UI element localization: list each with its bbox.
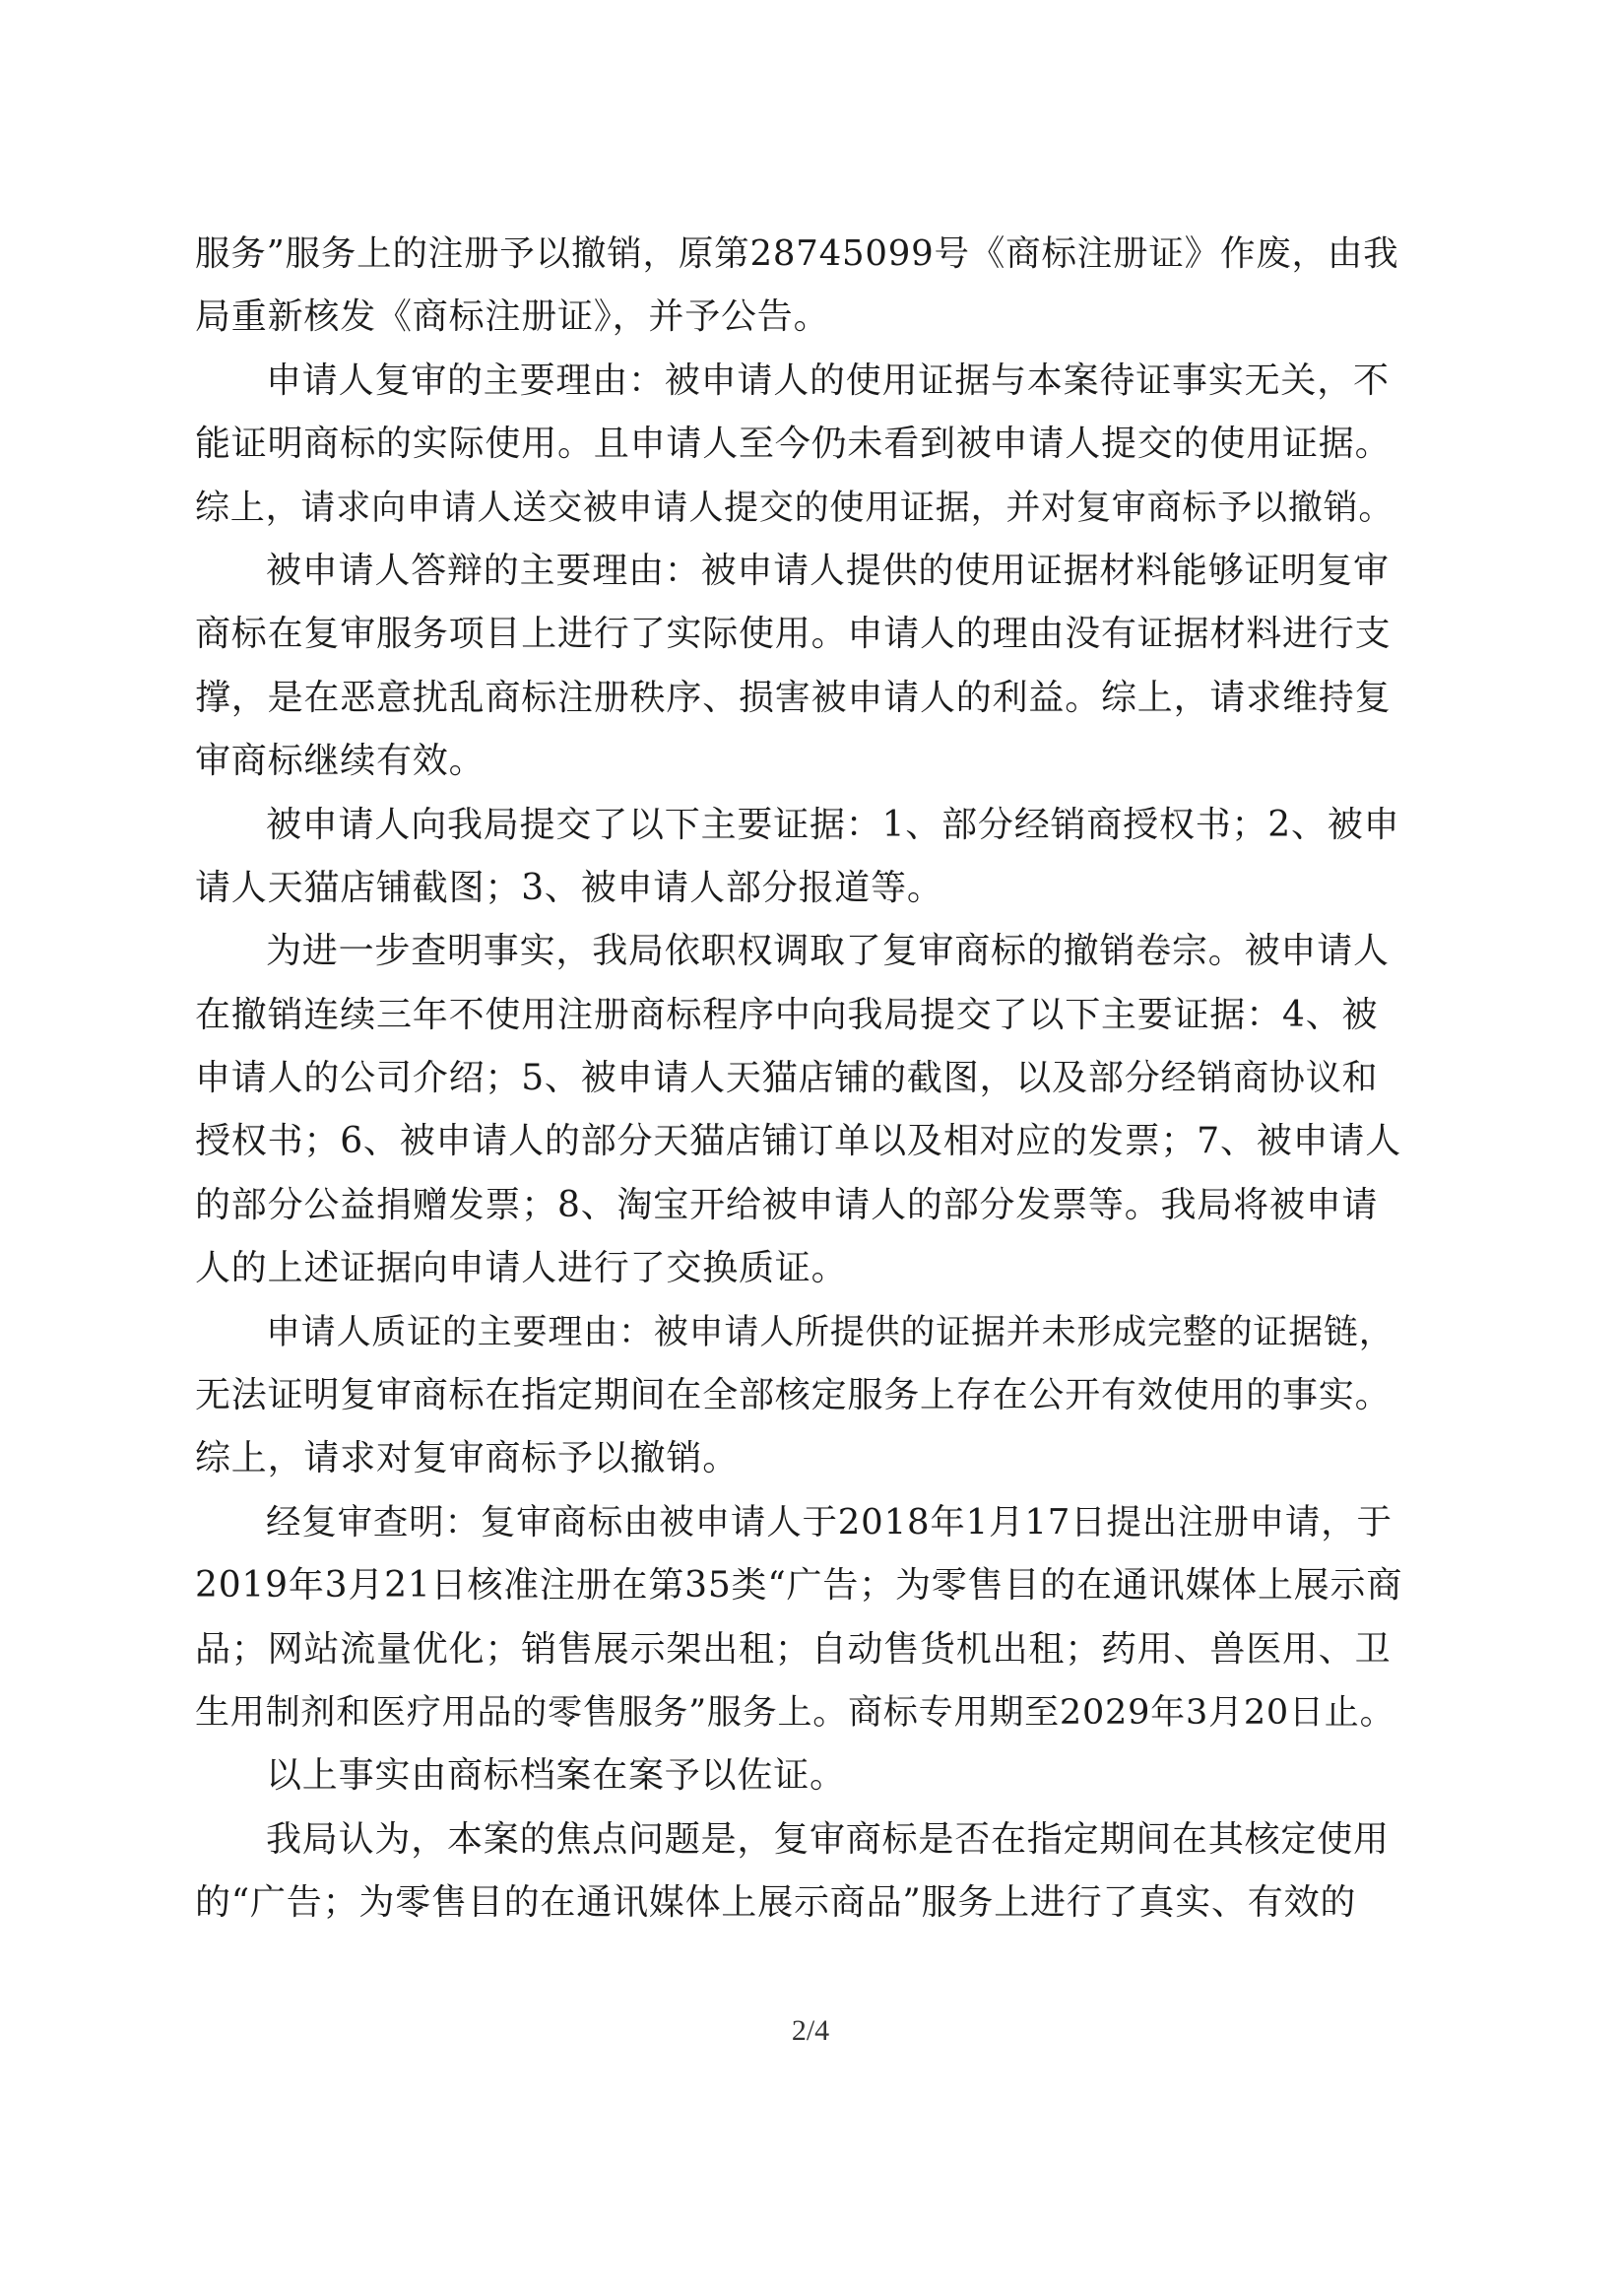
paragraph-start-line: 为进一步查明事实，我局依职权调取了复审商标的撤销卷宗。被申请人 bbox=[266, 931, 1390, 972]
text-line: 能证明商标的实际使用。且申请人至今仍未看到被申请人提交的使用证据。 bbox=[195, 424, 1392, 465]
text-line: 的部分公益捐赠发票；8、淘宝开给被申请人的部分发票等。我局将被申请 bbox=[195, 1184, 1379, 1225]
text-line: 的“广告；为零售目的在通讯媒体上展示商品”服务上进行了真实、有效的 bbox=[195, 1882, 1357, 1924]
text-line: 撑，是在恶意扰乱商标注册秩序、损害被申请人的利益。综上，请求维持复 bbox=[195, 677, 1392, 718]
text-line: 2019年3月21日核准注册在第35类“广告；为零售目的在通讯媒体上展示商 bbox=[195, 1565, 1403, 1607]
text-line: 申请人的公司介绍；5、被申请人天猫店铺的截图，以及部分经销商协议和 bbox=[195, 1058, 1379, 1099]
paragraph-start-line: 申请人质证的主要理由：被申请人所提供的证据并未形成完整的证据链， bbox=[266, 1312, 1394, 1352]
text-line: 生用制剂和医疗用品的零售服务”服务上。商标专用期至2029年3月20日止。 bbox=[195, 1692, 1395, 1733]
text-line: 审商标继续有效。 bbox=[195, 741, 486, 782]
page-number: 2/4 bbox=[791, 2014, 830, 2047]
text-line: 在撤销连续三年不使用注册商标程序中向我局提交了以下主要证据：4、被 bbox=[195, 994, 1379, 1035]
text-line: 综上，请求对复审商标予以撤销。 bbox=[195, 1438, 740, 1479]
paragraph-start-line: 以上事实由商标档案在案予以佐证。 bbox=[266, 1755, 846, 1797]
text-line: 授权书；6、被申请人的部分天猫店铺订单以及相对应的发票；7、被申请人 bbox=[195, 1121, 1402, 1162]
paragraph-start-line: 申请人复审的主要理由：被申请人的使用证据与本案待证事实无关，不 bbox=[266, 360, 1390, 401]
text-line: 人的上述证据向申请人进行了交换质证。 bbox=[195, 1248, 848, 1289]
paragraph-start-line: 我局认为，本案的焦点问题是，复审商标是否在指定期间在其核定使用 bbox=[266, 1818, 1390, 1860]
text-line: 服务”服务上的注册予以撤销，原第28745099号《商标注册证》作废，由我 bbox=[195, 233, 1399, 274]
paragraph-start-line: 被申请人答辩的主要理由：被申请人提供的使用证据材料能够证明复审 bbox=[266, 550, 1390, 591]
document-body bbox=[195, 223, 1404, 1935]
text-line: 综上，请求向申请人送交被申请人提交的使用证据，并对复审商标予以撤销。 bbox=[195, 488, 1394, 528]
text-line: 商标在复审服务项目上进行了实际使用。申请人的理由没有证据材料进行支 bbox=[195, 614, 1392, 655]
text-line: 无法证明复审商标在指定期间在全部核定服务上存在公开有效使用的事实。 bbox=[195, 1375, 1392, 1416]
text-line: 品；网站流量优化；销售展示架出租；自动售货机出租；药用、兽医用、卫 bbox=[195, 1628, 1392, 1670]
paragraph-start-line: 被申请人向我局提交了以下主要证据：1、部分经销商授权书；2、被申 bbox=[266, 804, 1400, 845]
text-line: 请人天猫店铺截图；3、被申请人部分报道等。 bbox=[195, 867, 943, 908]
paragraph-start-line: 经复审查明：复审商标由被申请人于2018年1月17日提出注册申请，于 bbox=[266, 1501, 1393, 1542]
text-line: 局重新核发《商标注册证》，并予公告。 bbox=[195, 296, 830, 338]
